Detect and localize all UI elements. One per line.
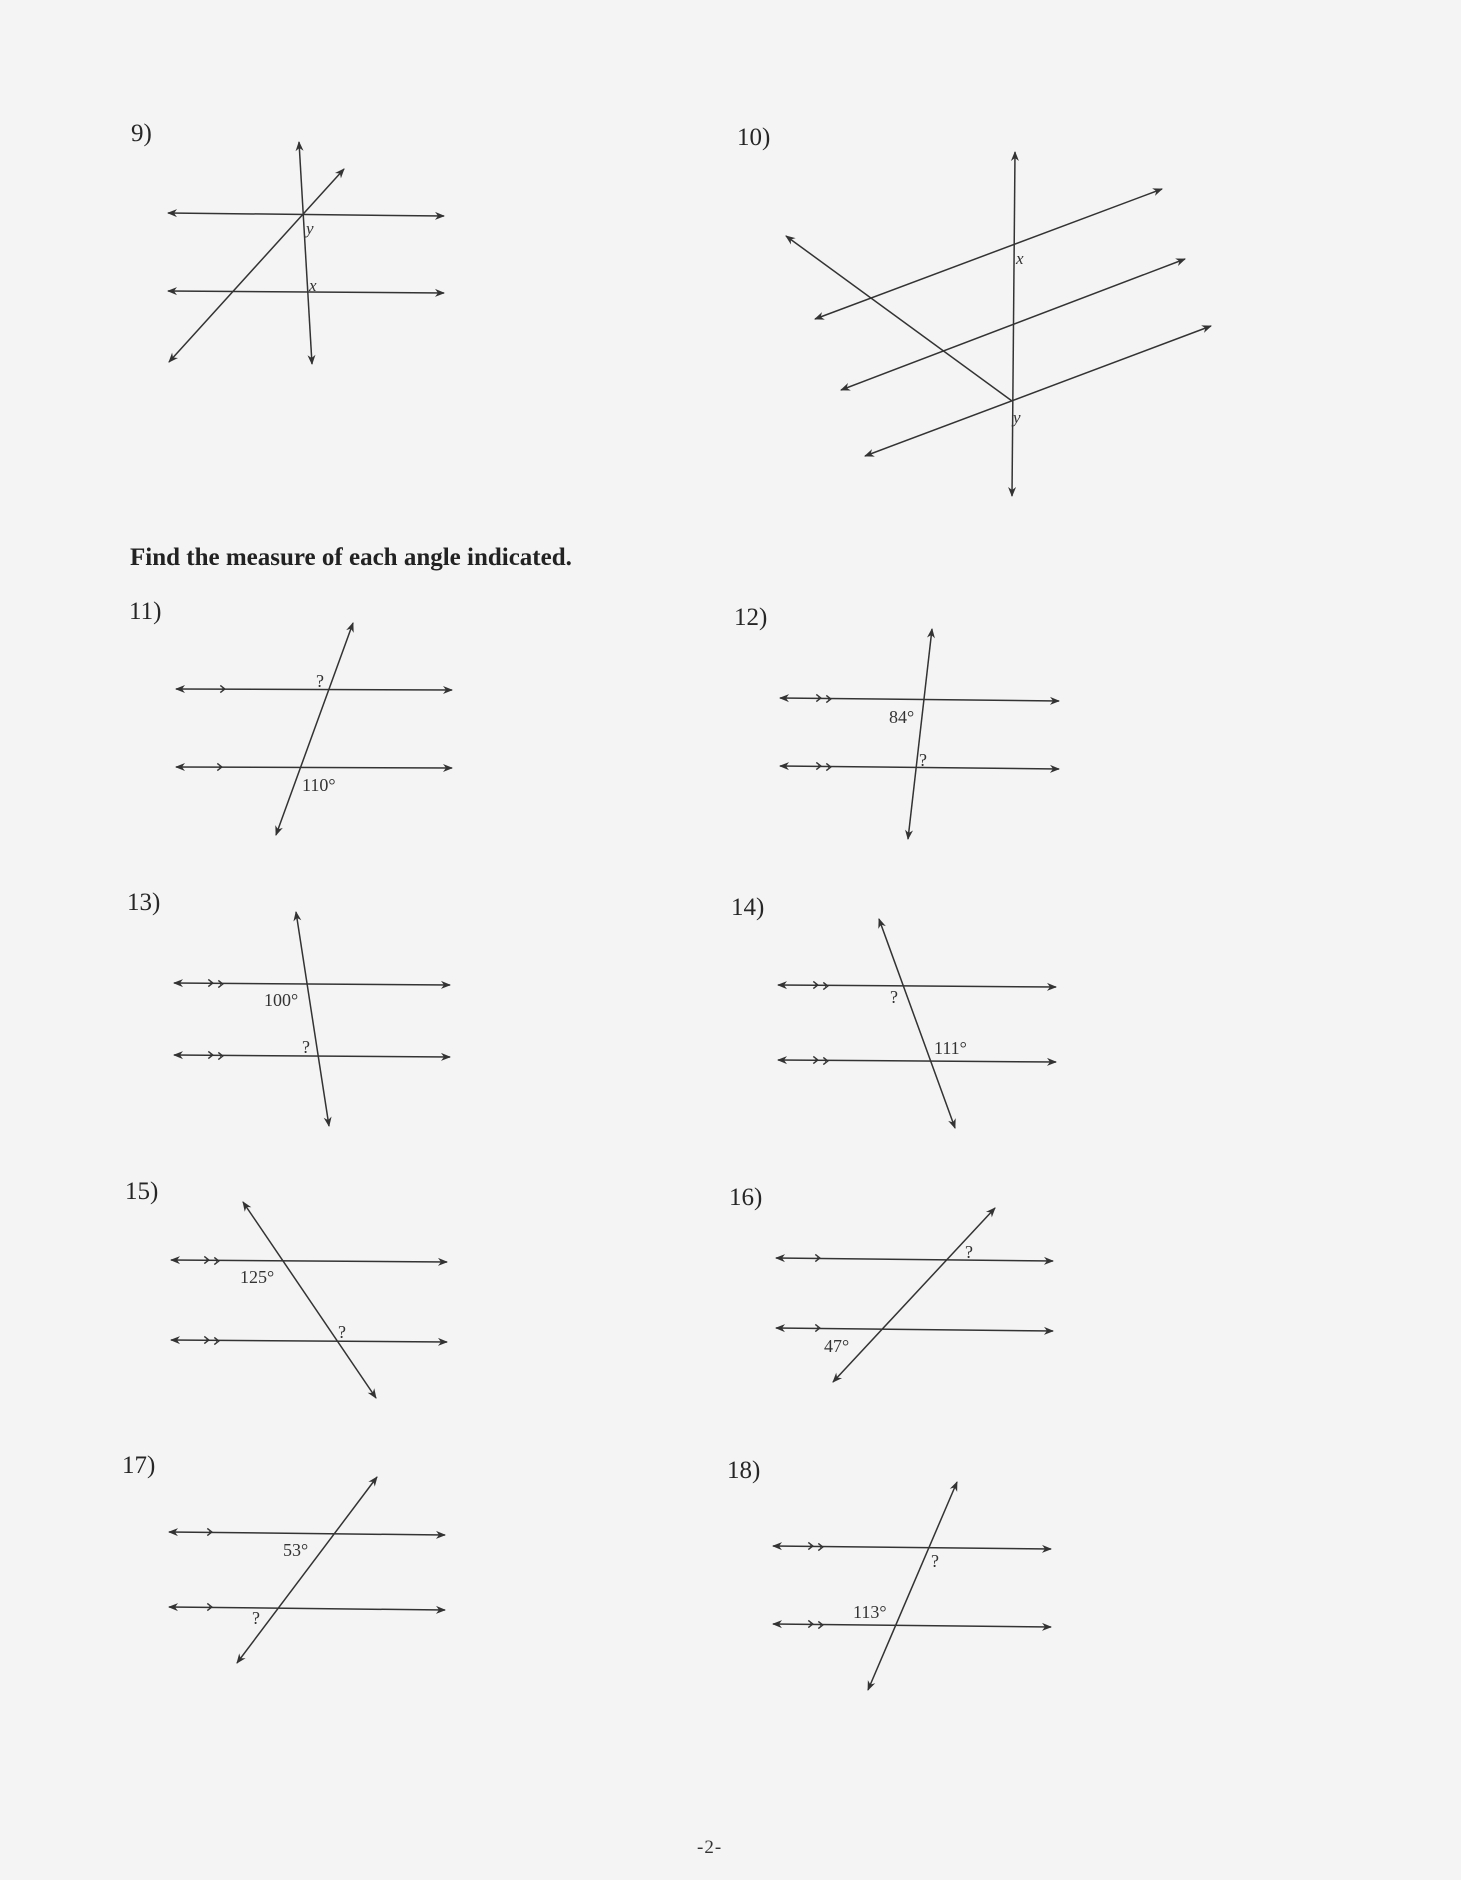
angle-label: y [306, 219, 314, 238]
problem-number-17: 17) [122, 1452, 156, 1479]
angle-label: x [1016, 249, 1024, 268]
parallel-line [168, 291, 444, 293]
figure-12 [780, 629, 1059, 839]
figure-17 [169, 1477, 445, 1663]
figure-16 [776, 1208, 1053, 1382]
parallel-line [778, 1060, 1056, 1062]
angle-label: ? [890, 987, 898, 1007]
problem-number-12: 12) [734, 604, 768, 631]
angle-label: 125° [240, 1267, 275, 1287]
transversal-line [908, 629, 932, 839]
instruction-heading: Find the measure of each angle indicated. [130, 544, 572, 571]
angle-label: 53° [283, 1540, 309, 1560]
angle-label: ? [919, 750, 927, 770]
parallel-line [169, 1607, 445, 1610]
angle-label: y [1013, 408, 1021, 427]
parallel-line [171, 1340, 447, 1342]
transversal-line [879, 919, 955, 1128]
parallel-line [780, 698, 1059, 701]
problem-number-16: 16) [729, 1184, 763, 1211]
angle-label: 84° [889, 707, 915, 727]
angle-label: 113° [853, 1602, 887, 1622]
transversal-line [833, 1208, 995, 1382]
transversal-line [237, 1477, 377, 1663]
parallel-line [865, 326, 1211, 456]
transversal-line [786, 236, 1012, 401]
transversal-line [868, 1482, 957, 1690]
problem-number-15: 15) [125, 1178, 159, 1205]
angle-label: x [309, 276, 317, 295]
parallel-line [171, 1260, 447, 1262]
problem-number-9: 9) [131, 120, 152, 147]
angle-label: ? [338, 1322, 346, 1342]
problem-number-18: 18) [727, 1457, 761, 1484]
angle-label: ? [316, 671, 324, 691]
angle-label: 100° [264, 990, 299, 1010]
figure-14 [778, 919, 1056, 1128]
parallel-line [773, 1546, 1051, 1549]
parallel-line [176, 767, 452, 768]
transversal-line [296, 912, 329, 1126]
parallel-line [169, 1532, 445, 1535]
problem-number-14: 14) [731, 894, 765, 921]
angle-label: 47° [824, 1336, 850, 1356]
angle-label: 110° [302, 775, 336, 795]
parallel-line [168, 213, 444, 216]
transversal-line [299, 142, 312, 364]
figure-15 [171, 1202, 447, 1398]
angle-label: ? [302, 1037, 310, 1057]
figure-9 [168, 142, 444, 364]
figure-18 [773, 1482, 1051, 1690]
problem-number-11: 11) [129, 598, 162, 625]
angle-label: ? [965, 1242, 973, 1262]
parallel-line [815, 189, 1162, 319]
angle-label: 111° [934, 1038, 967, 1058]
figure-13 [174, 912, 450, 1126]
transversal-line [243, 1202, 376, 1398]
parallel-line [174, 983, 450, 985]
problem-number-10: 10) [737, 124, 771, 151]
parallel-line [778, 985, 1056, 987]
angle-label: ? [931, 1551, 939, 1571]
angle-label: ? [252, 1608, 260, 1628]
figure-10 [786, 152, 1211, 496]
parallel-line [773, 1624, 1051, 1627]
parallel-line [176, 689, 452, 690]
problem-number-13: 13) [127, 889, 161, 916]
transversal-line [169, 169, 344, 362]
parallel-line [174, 1055, 450, 1057]
figure-11 [176, 623, 452, 835]
page-number: -2- [697, 1837, 723, 1858]
transversal-line [276, 623, 353, 835]
